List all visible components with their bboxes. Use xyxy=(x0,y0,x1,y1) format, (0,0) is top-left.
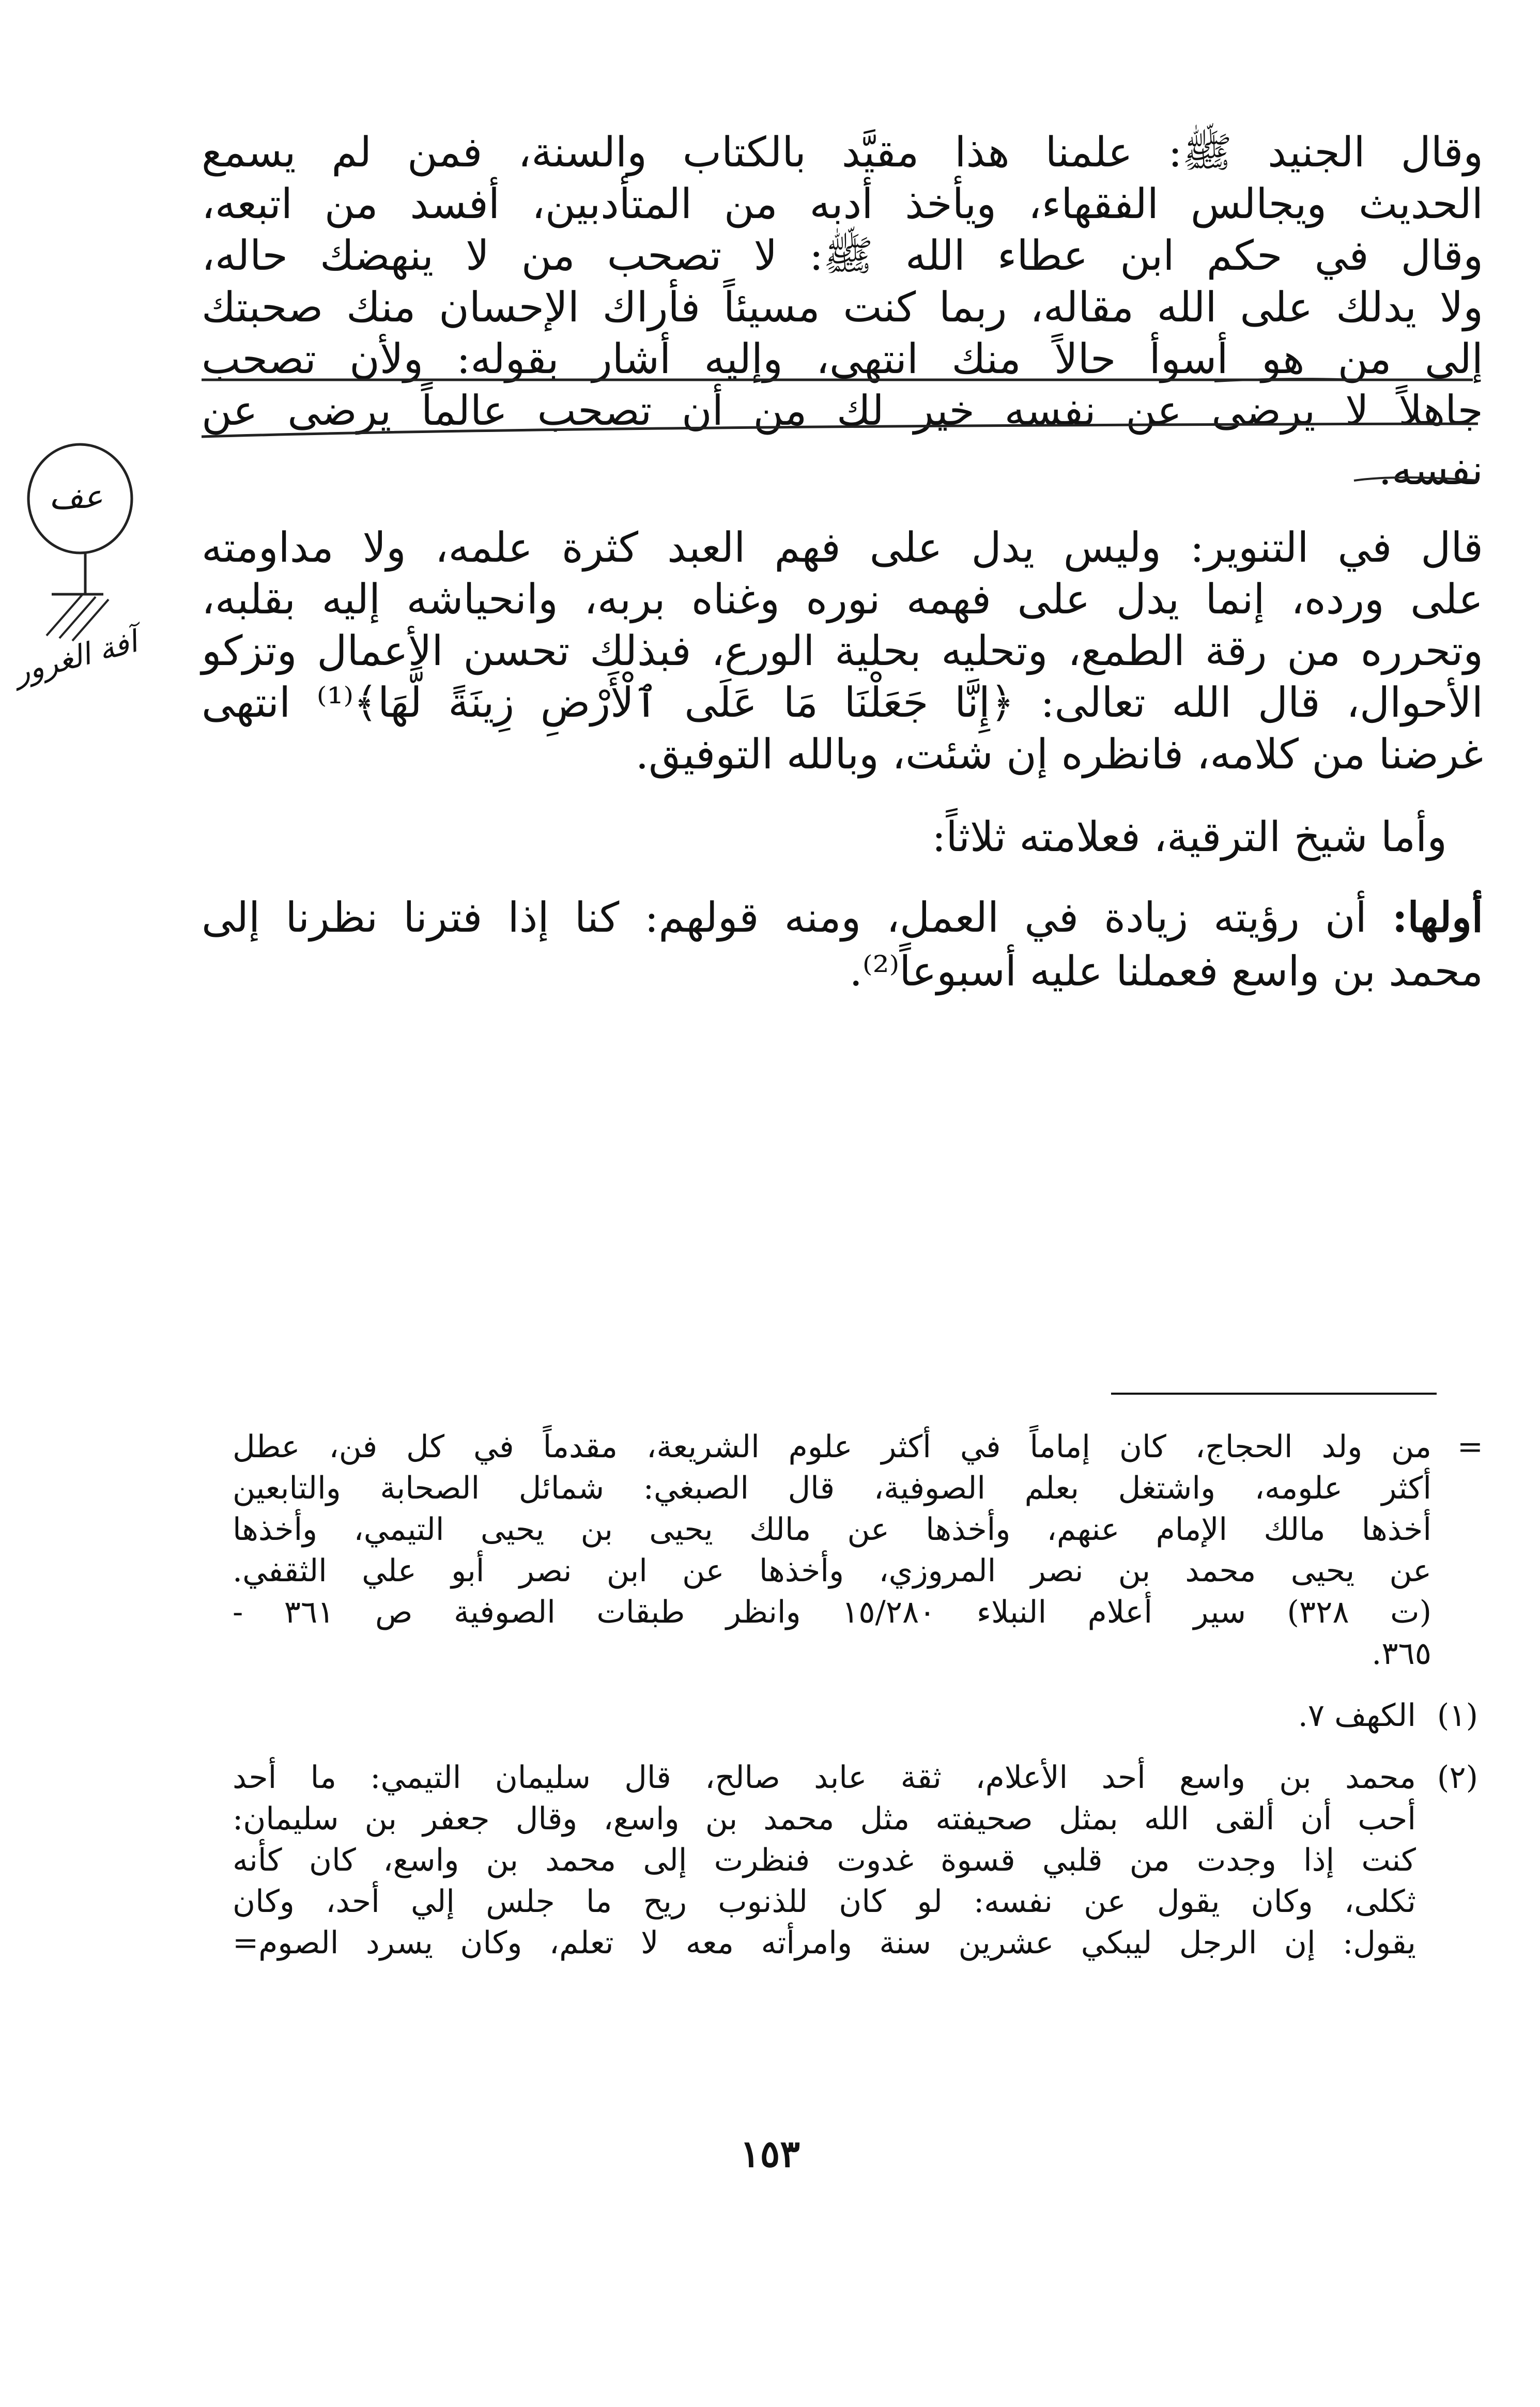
margin-circle-text: عف xyxy=(49,478,103,516)
text-line: وقال في حكم ابن عطاء الله ﷺ: لا تصحب من لا ينهضك حاله، xyxy=(202,232,1483,280)
footnote-number: (٢) xyxy=(1437,1760,1478,1796)
text-line: ولا يدلك على الله مقاله، ربما كنت مسيئاً فأراك الإحسان منك صحبتك xyxy=(202,283,1483,331)
footnote-line: كنت إذا وجدت من قلبي قسوة غدوت فنظرت إلى محمد بن واسع، كان كأنه xyxy=(233,1842,1416,1878)
text-line: وتحرره من رقة الطمع، وتحليه بحلية الورع، فبذلك تحسن الأعمال وتزكو xyxy=(202,627,1483,675)
footnote-text: الكهف ٧. xyxy=(1298,1698,1416,1734)
footnote-line: يقول: إن الرجل ليبكي عشرين سنة وامرأته معه لا تعلم، وكان يسرد الصوم= xyxy=(233,1925,1416,1961)
text-line: جاهلاً لا يرضى عن نفسه خير لك من أن تصحب عالماً يرضى عن xyxy=(202,387,1483,435)
text-line: الحديث ويجالس الفقهاء، ويأخذ أدبه من المتأدبين، أفسد من اتبعه، xyxy=(202,180,1483,228)
margin-annotation xyxy=(0,439,217,749)
continuation-mark: = xyxy=(1457,1429,1483,1465)
footnote-line: ٣٦٥. xyxy=(1372,1635,1431,1672)
text-line: وقال الجنيد ﷺ: علمنا هذا مقيَّد بالكتاب والسنة، فمن لم يسمع xyxy=(202,128,1483,176)
footnote-line: أحب أن ألقى الله بمثل صحيفته مثل محمد بن واسع، وقال جعفر بن سليمان: xyxy=(233,1801,1416,1837)
footnote-text: محمد بن واسع أحد الأعلام، ثقة عابد صالح، قال سليمان التيمي: ما أحد xyxy=(233,1760,1416,1796)
margin-note-text: آفة الغرور xyxy=(10,624,141,690)
text-line: وأما شيخ الترقية، فعلامته ثلاثاً: xyxy=(932,813,1447,861)
page-number: ١٥٣ xyxy=(740,2132,800,2175)
footnote-2 xyxy=(233,1757,1478,1798)
text-line: على ورده، إنما يدل على فهمه نوره وغناه بربه، وانحياشه إليه بقلبه، xyxy=(202,575,1483,623)
footnote-1 xyxy=(233,1695,1478,1736)
footnote-line: ثكلى، وكان يقول عن نفسه: لو كان للذنوب ريح ما جلس إلي أحد، وكان xyxy=(233,1884,1416,1920)
footnote-line: أكثر علومه، واشتغل بعلم الصوفية، قال الصبغي: شمائل الصحابة والتابعين xyxy=(233,1470,1431,1506)
footnote-line: عن يحيى محمد بن نصر المروزي، وأخذها عن ابن نصر أبو علي الثقفي. xyxy=(233,1553,1431,1589)
text-line: الأحوال، قال الله تعالى: ﴿إِنَّا جَعَلْنَا مَا عَلَى ٱلْأَرْضِ زِينَةً لَّهَا﴾⁽¹⁾ انتهى xyxy=(202,678,1484,727)
section-label: أولها: xyxy=(1392,893,1483,942)
text-line: محمد بن واسع فعملنا عليه أسبوعاً⁽²⁾. xyxy=(849,947,1483,995)
footnote-line: (ت ٣٢٨) سير أعلام النبلاء ١٥/٢٨٠ وانظر طبقات الصوفية ص ٣٦١ - xyxy=(233,1594,1431,1630)
footnote-separator xyxy=(1111,1393,1437,1395)
text-line: إلى من هو أسوأ حالاً منك انتهى، وإليه أشار بقوله: ولأن تصحب xyxy=(202,335,1483,383)
footnote-line: أخذها مالك الإمام عنهم، وأخذها عن مالك يحيى بن يحيى التيمي، وأخذها xyxy=(233,1511,1431,1548)
footnote-text: من ولد الحجاج، كان إماماً في أكثر علوم الشريعة، مقدماً في كل فن، عطل xyxy=(233,1429,1431,1465)
text-line: نفسه. xyxy=(1378,446,1483,494)
text-span: أن رؤيته زيادة في العمل، ومنه قولهم: كنا إذا فترنا نظرنا إلى xyxy=(202,893,1367,942)
footnote-line xyxy=(233,1426,1483,1468)
text-line: قال في التنوير: وليس يدل على فهم العبد كثرة علمه، ولا مداومته xyxy=(202,523,1483,572)
text-line: غرضنا من كلامه، فانظره إن شئت، وبالله التوفيق. xyxy=(635,730,1483,778)
footnote-number: (١) xyxy=(1437,1698,1478,1734)
margin-drawing xyxy=(0,439,217,749)
